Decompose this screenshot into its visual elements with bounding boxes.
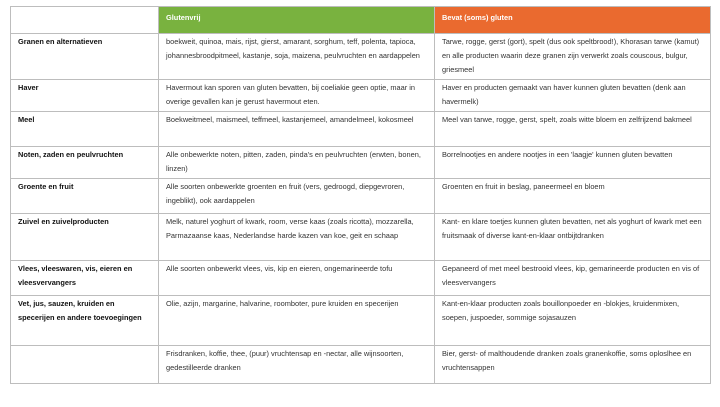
header-glutenvrij: Glutenvrij: [159, 7, 435, 34]
row-category: Noten, zaden en peulvruchten: [11, 147, 159, 179]
row-glutenvrij: boekweit, quinoa, mais, rijst, gierst, amarant, sorghum, teff, polenta, tapioca, johannesbroodpitmeel, kastanje, soja, maizena, peulvruchten en aardappelen: [159, 34, 435, 80]
row-category: [11, 346, 159, 384]
row-category: Meel: [11, 112, 159, 147]
row-category: Granen en alternatieven: [11, 34, 159, 80]
row-bevat-gluten: Tarwe, rogge, gerst (gort), spelt (dus ook speltbrood!), Khorasan tarwe (kamut) en alle producten waarin deze granen zijn verwerkt zoals couscous, bulgur, griesmeel: [435, 34, 711, 80]
row-glutenvrij: Alle onbewerkte noten, pitten, zaden, pinda's en peulvruchten (erwten, bonen, linzen): [159, 147, 435, 179]
row-glutenvrij: Melk, naturel yoghurt of kwark, room, verse kaas (zoals ricotta), mozzarella, Parmazaanse kaas, Nederlandse harde kazen van koe, geit en schaap: [159, 214, 435, 261]
table-row: [11, 147, 711, 179]
row-category: Vet, jus, sauzen, kruiden en specerijen en andere toevoegingen: [11, 296, 159, 346]
row-glutenvrij: Boekweitmeel, maismeel, teffmeel, kastanjemeel, amandelmeel, kokosmeel: [159, 112, 435, 147]
row-bevat-gluten: Gepaneerd of met meel bestrooid vlees, kip, gemarineerde producten en vis of vleesvervangers: [435, 261, 711, 296]
row-category: Haver: [11, 80, 159, 112]
row-glutenvrij: Alle soorten onbewerkt vlees, vis, kip en eieren, ongemarineerde tofu: [159, 261, 435, 296]
table-row: [11, 80, 711, 112]
row-bevat-gluten: Kant-en-klaar producten zoals bouillonpoeder en -blokjes, kruidenmixen, soepen, juspoeder, sommige sojasauzen: [435, 296, 711, 346]
row-glutenvrij: Olie, azijn, margarine, halvarine, roomboter, pure kruiden en specerijen: [159, 296, 435, 346]
header-bevat-gluten: Bevat (soms) gluten: [435, 7, 711, 34]
row-category: Vlees, vleeswaren, vis, eieren en vleesvervangers: [11, 261, 159, 296]
row-bevat-gluten: Borrelnootjes en andere nootjes in een 'laagje' kunnen gluten bevatten: [435, 147, 711, 179]
table-row: [11, 214, 711, 261]
row-bevat-gluten: Bier, gerst- of malthoudende dranken zoals granenkoffie, soms oploslhee en vruchtensappen: [435, 346, 711, 384]
row-glutenvrij: Havermout kan sporen van gluten bevatten, bij coeliakie geen optie, maar in overige gevallen kan je gerust havermout eten.: [159, 80, 435, 112]
table-row: [11, 112, 711, 147]
gluten-table: [10, 6, 711, 384]
row-bevat-gluten: Meel van tarwe, rogge, gerst, spelt, zoals witte bloem en zelfrijzend bakmeel: [435, 112, 711, 147]
header-row: [11, 7, 711, 34]
table-row: [11, 261, 711, 296]
table-row: [11, 346, 711, 384]
row-bevat-gluten: Groenten en fruit in beslag, paneermeel en bloem: [435, 179, 711, 214]
row-category: Groente en fruit: [11, 179, 159, 214]
row-bevat-gluten: Haver en producten gemaakt van haver kunnen gluten bevatten (denk aan havermelk): [435, 80, 711, 112]
row-bevat-gluten: Kant- en klare toetjes kunnen gluten bevatten, net als yoghurt of kwark met een fruitsmaak of diverse kant-en-klaar ontbijtdranken: [435, 214, 711, 261]
row-category: Zuivel en zuivelproducten: [11, 214, 159, 261]
table-row: [11, 34, 711, 80]
header-category: [11, 7, 159, 34]
table-row: [11, 179, 711, 214]
row-glutenvrij: Alle soorten onbewerkte groenten en fruit (vers, gedroogd, diepgevroren, ingeblikt), ook aardappelen: [159, 179, 435, 214]
table-row: [11, 296, 711, 346]
row-glutenvrij: Frisdranken, koffie, thee, (puur) vruchtensap en -nectar, alle wijnsoorten, gedestilleerde dranken: [159, 346, 435, 384]
